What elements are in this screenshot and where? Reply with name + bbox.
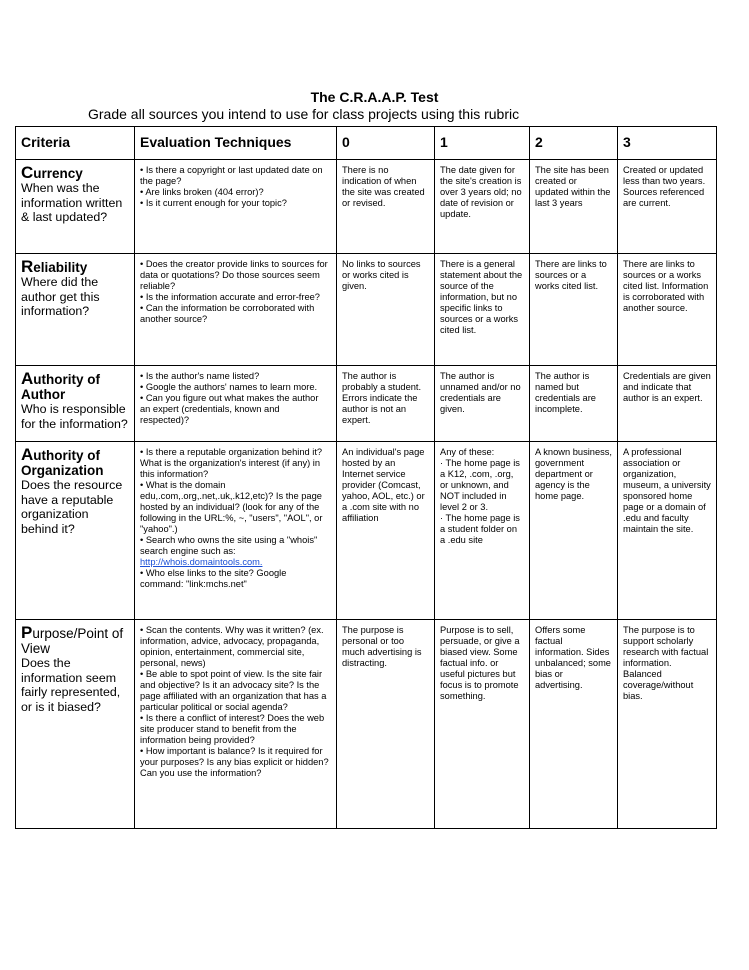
table-row-authority-organization — [16, 442, 717, 620]
techniques-cell — [135, 160, 337, 254]
criterion-question: Does the resource have a reputable organization behind it? — [21, 478, 123, 536]
techniques-cell — [135, 442, 337, 620]
technique-item: • Is there a conflict of interest? Does the web site producer stand to benefit from the information being provided? — [140, 713, 325, 745]
criterion-question: Where did the author get this information? — [21, 275, 100, 318]
score-1-line: · The home page is a student folder on a .edu site — [440, 513, 520, 545]
criterion-cell — [16, 254, 135, 366]
table-row-purpose — [16, 620, 717, 829]
score-3-cell: A professional association or organization, museum, a university sponsored home page or a domain of .edu and faculty maintain the site. — [618, 442, 717, 620]
technique-item: • Be able to spot point of view. Is the site fair and objective? Is it an advocacy site? Is the page affiliated with an organization that has a particular political or social agenda? — [140, 669, 327, 712]
criterion-cell — [16, 442, 135, 620]
techniques-cell — [135, 366, 337, 442]
criterion-question: When was the information written & last updated? — [21, 181, 123, 224]
technique-item: • Is there a copyright or last updated date on the page? — [140, 165, 323, 186]
technique-item: • Is it current enough for your topic? — [140, 198, 287, 208]
criterion-question: Who is responsible for the information? — [21, 402, 128, 431]
whois-link[interactable]: http://whois.domaintools.com. — [140, 557, 263, 567]
column-header-criteria: Criteria — [16, 127, 135, 160]
criterion-question: Does the information seem fairly represented, or is it biased? — [21, 656, 121, 714]
technique-item: • Does the creator provide links to sources for data or quotations? Do those sources seem reliable? — [140, 259, 328, 291]
technique-item: • Can you figure out what makes the author an expert (credentials, known and respected)? — [140, 393, 319, 425]
criterion-name: Currency — [21, 163, 83, 182]
techniques-cell — [135, 620, 337, 829]
score-1-cell: The date given for the site's creation is over 3 years old; no date of revision or update. — [435, 160, 530, 254]
table-row-currency — [16, 160, 717, 254]
criterion-name: Authority of Organization — [21, 445, 104, 478]
table-row-reliability — [16, 254, 717, 366]
score-1-cell: Purpose is to sell, persuade, or give a biased view. Some factual info. or useful pictures but focus is to promote something. — [435, 620, 530, 829]
page-title: The C.R.A.A.P. Test — [310, 89, 439, 105]
technique-item: • What is the domain edu,.com,.org,.net,.uk,.k12,etc)? Is the page hosted by an individual? (look for any of the following in the URL:%, ~, "users", "AOL", or "yahoo".) — [140, 480, 323, 534]
criterion-name: Authority of Author — [21, 369, 101, 402]
column-header-score-1: 1 — [435, 127, 530, 160]
criterion-name: Purpose/Point of View — [21, 623, 124, 656]
column-header-score-0: 0 — [337, 127, 435, 160]
score-3-cell: The purpose is to support scholarly research with factual information. Balanced coverage/without bias. — [618, 620, 717, 829]
column-header-score-3: 3 — [618, 127, 717, 160]
technique-item: • Scan the contents. Why was it written? (ex. information, advice, advocacy, propaganda, opinion, entertainment, commercial site, personal, news) — [140, 625, 324, 668]
craap-rubric-table — [15, 126, 717, 829]
criterion-cell — [16, 366, 135, 442]
score-2-cell: Offers some factual information. Sides unbalanced; some bias or advertising. — [530, 620, 618, 829]
score-2-cell: The site has been created or updated within the last 3 years — [530, 160, 618, 254]
technique-item: • Search who owns the site using a "whois" search engine such as: http://whois.domaintools.com. — [140, 535, 318, 567]
score-0-cell: The author is probably a student. Errors indicate the author is not an expert. — [337, 366, 435, 442]
technique-item: • Are links broken (404 error)? — [140, 187, 264, 197]
score-3-cell: Created or updated less than two years. Sources referenced are current. — [618, 160, 717, 254]
score-2-cell: There are links to sources or a works cited list. — [530, 254, 618, 366]
technique-item: • Google the authors' names to learn more. — [140, 382, 318, 392]
technique-item: • Can the information be corroborated with another source? — [140, 303, 315, 324]
column-header-techniques: Evaluation Techniques — [135, 127, 337, 160]
table-row-authority-author — [16, 366, 717, 442]
score-0-cell: There is no indication of when the site was created or revised. — [337, 160, 435, 254]
score-3-cell: Credentials are given and indicate that author is an expert. — [618, 366, 717, 442]
score-2-cell: The author is named but credentials are incomplete. — [530, 366, 618, 442]
score-0-cell: An individual's page hosted by an Internet service provider (Comcast, yahoo, AOL, etc.) or a .com site with no affiliation — [337, 442, 435, 620]
page-subtitle: Grade all sources you intend to use for class projects using this rubric — [88, 106, 520, 122]
technique-item: • Who else links to the site? Google command: "link:mchs.net" — [140, 568, 287, 589]
score-0-cell: No links to sources or works cited is given. — [337, 254, 435, 366]
score-3-cell: There are links to sources or a works cited list. Information is corroborated with another source. — [618, 254, 717, 366]
criterion-cell — [16, 620, 135, 829]
score-1-cell: There is a general statement about the source of the information, but no specific links to sources or a works cited list. — [435, 254, 530, 366]
criterion-cell — [16, 160, 135, 254]
score-1-cell — [435, 442, 530, 620]
score-1-cell: The author is unnamed and/or no credentials are given. — [435, 366, 530, 442]
column-header-score-2: 2 — [530, 127, 618, 160]
technique-item: • How important is balance? Is it required for your purposes? Is any bias explicit or hidden? Can you use the information? — [140, 746, 329, 778]
technique-item: • Is the information accurate and error-free? — [140, 292, 320, 302]
score-0-cell: The purpose is personal or too much advertising is distracting. — [337, 620, 435, 829]
score-2-cell: A known business, government department or agency is the home page. — [530, 442, 618, 620]
technique-item: • Is the author's name listed? — [140, 371, 260, 381]
table-header-row — [16, 127, 717, 160]
criterion-name: Reliability — [21, 257, 88, 276]
score-1-line: · The home page is a K12, .com, .org, or unknown, and NOT included in level 2 or 3. — [440, 458, 520, 512]
score-1-line: Any of these: — [440, 447, 495, 457]
techniques-cell — [135, 254, 337, 366]
technique-item: • Is there a reputable organization behind it? What is the organization's interest (if any) in this information? — [140, 447, 323, 479]
